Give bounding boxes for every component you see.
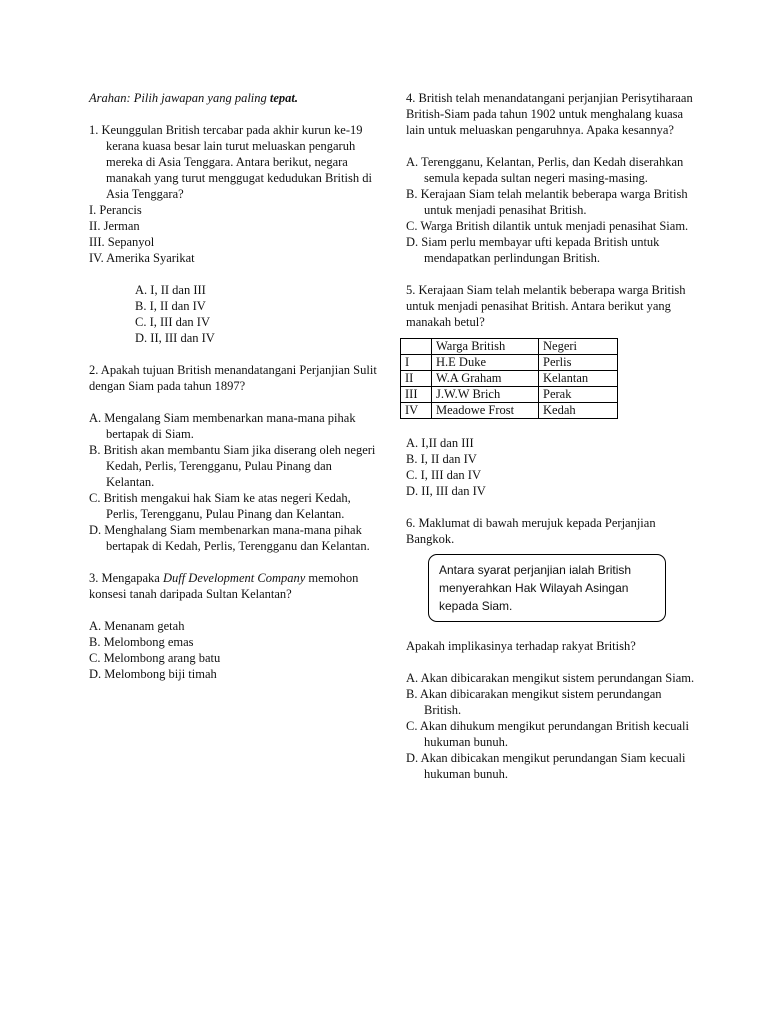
q3-option-a: A. Menanam getah — [89, 619, 185, 633]
q1-item: II. Jerman — [89, 219, 140, 233]
info-box: Antara syarat perjanjian ialah British menyerahkan Hak Wilayah Asingan kepada Siam. — [428, 554, 666, 622]
table-cell: Perlis — [539, 355, 618, 371]
q4-option-c: C. Warga British dilantik untuk menjadi penasihat Siam. — [406, 219, 689, 233]
q1-item: III. Sepanyol — [89, 235, 155, 249]
question-4 — [406, 90, 696, 266]
question-2 — [89, 362, 379, 554]
q1-option-d: D. II, III dan IV — [135, 331, 215, 345]
table-cell: II — [401, 371, 432, 387]
q6-option-c: C. Akan dihukum mengikut perundangan British kecuali hukuman bunuh. — [406, 719, 689, 749]
table-header-cell: Warga British — [432, 339, 539, 355]
q5-option-b: B. I, II dan IV — [406, 452, 477, 466]
q1-option-b: B. I, II dan IV — [135, 299, 206, 313]
left-column — [89, 90, 379, 682]
table-row — [401, 403, 618, 419]
table-cell: Perak — [539, 387, 618, 403]
question-6-prompt: Apakah implikasinya terhadap rakyat British? — [406, 639, 636, 653]
q5-option-d: D. II, III dan IV — [406, 484, 486, 498]
q5-option-a: A. I,II dan III — [406, 436, 474, 450]
table-cell: Kedah — [539, 403, 618, 419]
q3-option-c: C. Melombong arang batu — [89, 651, 221, 665]
table-cell: Kelantan — [539, 371, 618, 387]
table-cell: J.W.W Brich — [432, 387, 539, 403]
q4-option-d: D. Siam perlu membayar ufti kepada British untuk mendapatkan perlindungan British. — [406, 235, 660, 265]
q4-option-b: B. Kerajaan Siam telah melantik beberapa warga British untuk menjadi penasihat British. — [406, 187, 688, 217]
q3-company-name: Duff Development Company — [162, 571, 306, 585]
q6-option-d: D. Akan dibicakan mengikut perundangan Siam kecuali hukuman bunuh. — [406, 751, 686, 781]
question-5-stem: 5. Kerajaan Siam telah melantik beberapa warga British untuk menjadi penasihat British. Antara berikut yang manakah betul? — [406, 283, 686, 329]
table-cell: III — [401, 387, 432, 403]
q2-option-b: B. British akan membantu Siam jika diserang oleh negeri Kedah, Perlis, Terengganu, Pulau Pinang dan Kelantan. — [89, 443, 376, 489]
question-4-stem: 4. British telah menandatangani perjanjian Perisytiharaan British-Siam pada tahun 1902 untuk menghalang kuasa lain untuk meluaskan pengaruhnya. Apaka kesannya? — [406, 91, 693, 137]
table-header-cell — [401, 339, 432, 355]
table-cell: IV — [401, 403, 432, 419]
q5-table — [400, 338, 618, 419]
q3-stem-pre: 3. Mengapaka — [89, 571, 163, 585]
q6-option-b: B. Akan dibicarakan mengikut sistem perundangan British. — [406, 687, 662, 717]
question-5 — [406, 282, 696, 499]
q1-option-a: A. I, II dan III — [135, 283, 206, 297]
q2-option-c: C. British mengakui hak Siam ke atas negeri Kedah, Perlis, Terengganu, Pulau Pinang dan Kelantan. — [89, 491, 351, 521]
q1-item: I. Perancis — [89, 203, 142, 217]
question-6 — [406, 515, 696, 782]
instruction-emphasis: tepat. — [269, 91, 299, 105]
q6-option-a: A. Akan dibicarakan mengikut sistem perundangan Siam. — [406, 671, 695, 685]
q5-option-c: C. I, III dan IV — [406, 468, 481, 482]
table-cell: I — [401, 355, 432, 371]
table-header-row — [401, 339, 618, 355]
question-6-stem: 6. Maklumat di bawah merujuk kepada Perjanjian Bangkok. — [406, 516, 656, 546]
table-cell: H.E Duke — [432, 355, 539, 371]
right-column — [406, 90, 696, 782]
instruction-text: Arahan: Pilih jawapan yang paling — [89, 91, 270, 105]
q2-option-d: D. Menghalang Siam membenarkan mana-mana pihak bertapak di Kedah, Perlis, Terengganu dan Kelantan. — [89, 523, 370, 553]
q3-stem-post: memohon konsesi tanah daripada Sultan Kelantan? — [89, 571, 359, 601]
question-1-stem: 1. Keunggulan British tercabar pada akhir kurun ke-19 kerana kuasa besar lain turut meluaskan pengaruh mereka di Asia Tenggara. Antara berikut, negara manakah yang turut menggugat kedudukan British di Asia Tenggara? — [89, 123, 372, 201]
table-cell: Meadowe Frost — [432, 403, 539, 419]
question-3-stem — [89, 570, 379, 602]
q2-option-a: A. Mengalang Siam membenarkan mana-mana pihak bertapak di Siam. — [89, 411, 356, 441]
table-row — [401, 355, 618, 371]
q3-option-d: D. Melombong biji timah — [89, 667, 217, 681]
q1-option-c: C. I, III dan IV — [135, 315, 210, 329]
table-cell: W.A Graham — [432, 371, 539, 387]
q1-item: IV. Amerika Syarikat — [89, 251, 195, 265]
instruction — [89, 90, 379, 106]
q4-option-a: A. Terengganu, Kelantan, Perlis, dan Kedah diserahkan semula kepada sultan negeri masing-masing. — [406, 155, 684, 185]
table-row — [401, 387, 618, 403]
table-header-cell: Negeri — [539, 339, 618, 355]
question-1 — [89, 122, 379, 346]
table-row — [401, 371, 618, 387]
question-2-stem: 2. Apakah tujuan British menandatangani Perjanjian Sulit dengan Siam pada tahun 1897? — [89, 363, 377, 393]
question-3 — [89, 570, 379, 682]
q3-option-b: B. Melombong emas — [89, 635, 194, 649]
